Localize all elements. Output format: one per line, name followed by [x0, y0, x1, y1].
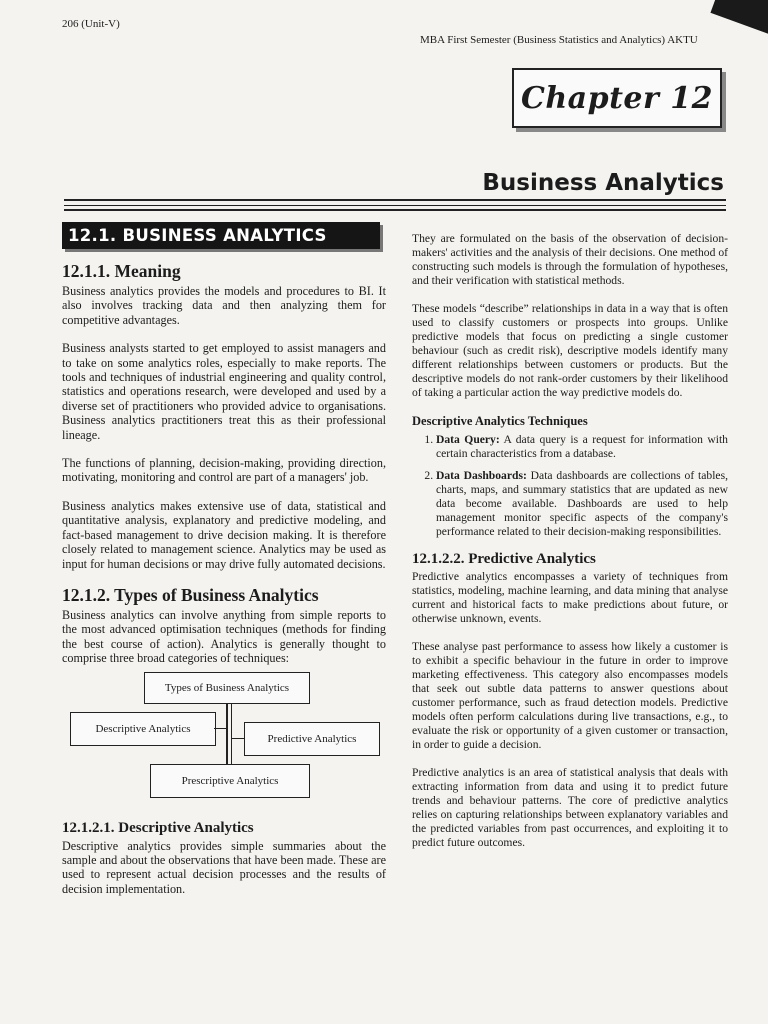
title-rule — [64, 199, 726, 201]
chapter-label: Chapter 12 — [520, 80, 714, 116]
left-column — [62, 222, 386, 910]
definition: A data query is a request for information with certain characteristics from a database. — [436, 433, 728, 460]
diagram-prescriptive-box: Prescriptive Analytics — [150, 764, 310, 798]
running-header: MBA First Semester (Business Statistics and Analytics) AKTU — [420, 34, 698, 46]
page-number-header: 206 (Unit-V) — [62, 18, 120, 30]
paragraph: These analyse past performance to assess how likely a customer is to exhibit a specific behaviour in the future in order to improve marketing effectiveness. This category also encompasses models that seek out subtle data patterns to answer questions about customer performance, such as fraud detection models. Predictive models often perform calculations during live transactions, e.g., to evaluate the risk or opportunity of a given customer or transaction, in order to guide a decision. — [412, 640, 728, 751]
descriptive-heading: 12.1.2.1. Descriptive Analytics — [62, 819, 254, 836]
diagram-connector — [232, 738, 244, 739]
title-rule-2 — [64, 209, 726, 211]
chapter-label-box — [512, 68, 722, 128]
page-corner-shadow — [710, 0, 768, 44]
paragraph: Descriptive analytics provides simple summaries about the sample and about the observations that have been made. These are used to represent actual decision processes and the results of decision implementation. — [62, 838, 386, 896]
paragraph: Predictive analytics encompasses a variety of techniques from statistics, modeling, machine learning, and data mining that analyse current and historical facts to make predictions about future, or otherwise unknown, events. — [412, 570, 728, 625]
diagram-connector — [214, 728, 226, 729]
paragraph: The functions of planning, decision-making, providing direction, motivating, monitoring and control are part of a managers' job. — [62, 456, 386, 485]
paragraph: Business analysts started to get employed to assist managers and to take on some analytics roles, especially to make reports. The tools and techniques of industrial engineering and quality control, statistics and operations research, were developed and used by a diverse set of practitioners who provided advice to organisations. Business analytics practitioners treat this as their professional lineage. — [62, 341, 386, 442]
predictive-heading: 12.1.2.2. Predictive Analytics — [412, 551, 596, 567]
meaning-heading: 12.1.1. Meaning — [62, 261, 181, 281]
diagram-root-box: Types of Business Analytics — [144, 672, 310, 704]
chapter-title: Business Analytics — [482, 170, 724, 196]
term: Data Dashboards: — [436, 469, 527, 482]
techniques-list — [412, 433, 728, 539]
paragraph: These models “describe” relationships in data in a way that is often used to classify customers or prospects into groups. Unlike predictive models that focus on predicting a single customer behaviour (such as credit risk), descriptive models identify many different relationships between customers or products. But the descriptive models do not rank-order customers by their likelihood of taking a particular action the way predictive models do. — [412, 302, 728, 399]
types-heading: 12.1.2. Types of Business Analytics — [62, 584, 319, 605]
paragraph: They are formulated on the basis of the observation of decision-makers' activities and the analysis of their decisions. One method of constructing such models is through the formulation of hypotheses, and their verification with statistical methods. — [412, 232, 728, 287]
term: Data Query: — [436, 433, 500, 446]
right-column — [412, 232, 728, 864]
list-item — [436, 469, 728, 539]
list-item — [436, 433, 728, 461]
types-diagram — [62, 672, 386, 808]
paragraph: Predictive analytics is an area of statistical analysis that deals with extracting information from data and using it to predict future trends and behaviour patterns. The core of predictive analytics relies on capturing relationships between explanatory variables and the predicted variables from past occurrences, and exploiting it to predict future outcomes. — [412, 766, 728, 849]
diagram-descriptive-box: Descriptive Analytics — [70, 712, 216, 746]
section-banner: 12.1. BUSINESS ANALYTICS — [62, 222, 380, 249]
paragraph: Business analytics makes extensive use of data, statistical and quantitative analysis, explanatory and predictive modeling, and fact-based management to drive decision making. It is therefore closely related to management science. Analytics may be used as input for human decisions or may drive fully automated decisions. — [62, 498, 386, 571]
definition: Data dashboards are collections of tables, charts, maps, and summary statistics that are updated as new data become available. Dashboards are used to help management monitor specific aspects of the company's performance related to their decision-making responsibilities. — [436, 469, 728, 538]
techniques-heading: Descriptive Analytics Techniques — [412, 414, 588, 428]
paragraph: Business analytics can involve anything from simple reports to the most advanced optimisation techniques (methods for finding the best course of action). Analytics is generally thought to comprise three broad categories of techniques: — [62, 607, 386, 666]
diagram-predictive-box: Predictive Analytics — [244, 722, 380, 756]
title-rule-thin — [64, 205, 726, 206]
paragraph: Business analytics provides the models and procedures to BI. It also involves tracking data and then analyzing them for competitive advantages. — [62, 284, 386, 327]
